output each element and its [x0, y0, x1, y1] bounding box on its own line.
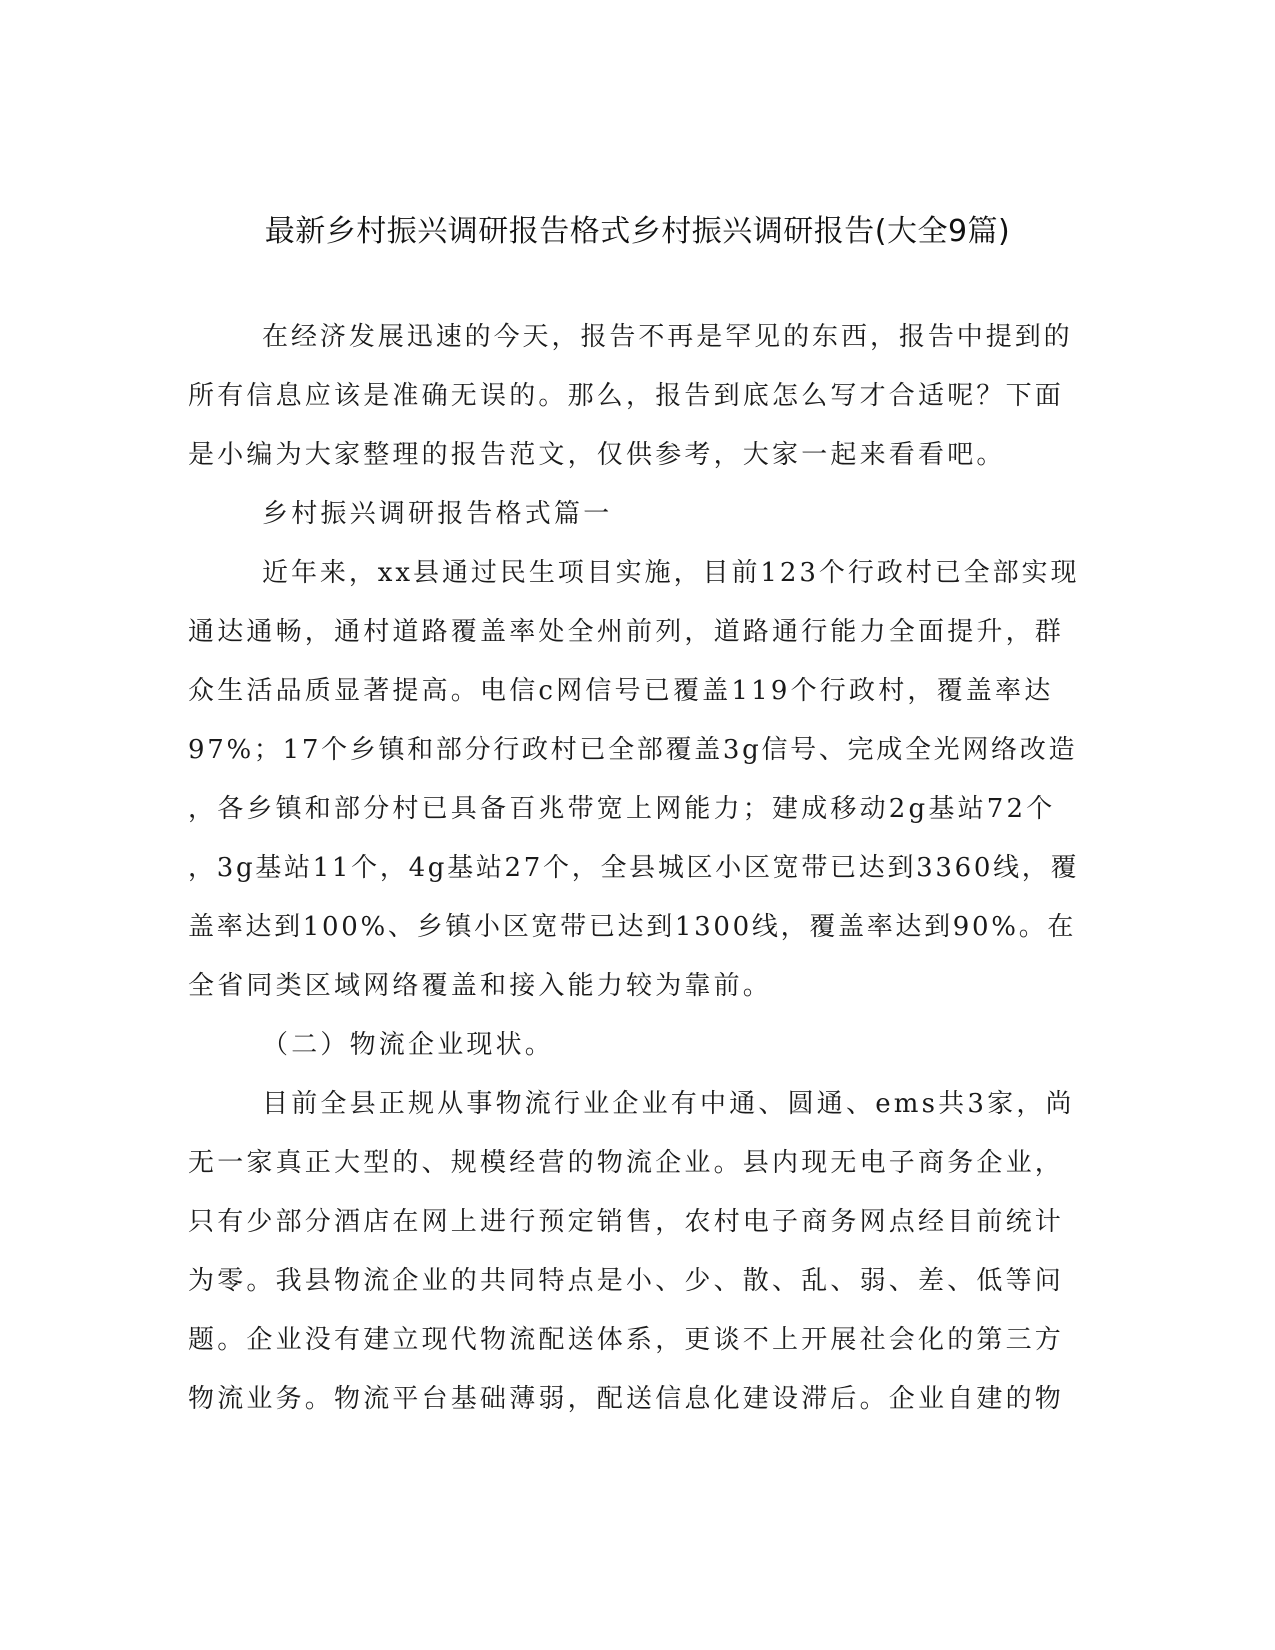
text-line: 全省同类区域网络覆盖和接入能力较为靠前。: [188, 971, 773, 1001]
text-line: 通达通畅，通村道路覆盖率处全州前列，道路通行能力全面提升，群: [188, 617, 1065, 647]
text-line: 在经济发展迅速的今天，报告不再是罕见的东西，报告中提到的: [262, 322, 1073, 352]
text-line: 众生活品质显著提高。电信c网信号已覆盖119个行政村，覆盖率达: [188, 676, 1054, 706]
text-line: ，各乡镇和部分村已具备百兆带宽上网能力；建成移动2g基站72个: [188, 794, 1056, 824]
subsection-heading: （二）物流企业现状。: [262, 1030, 555, 1060]
text-line: 97%；17个乡镇和部分行政村已全部覆盖3g信号、完成全光网络改造: [188, 735, 1078, 765]
text-line: 所有信息应该是准确无误的。那么，报告到底怎么写才合适呢？下面: [188, 381, 1065, 411]
text-line: 盖率达到100%、乡镇小区宽带已达到1300线，覆盖率达到90%。在: [188, 912, 1077, 942]
text-line: 目前全县正规从事物流行业企业有中通、圆通、ems共3家，尚: [262, 1089, 1075, 1119]
document-title: 最新乡村振兴调研报告格式乡村振兴调研报告(大全9篇): [264, 214, 1011, 249]
text-line: 无一家真正大型的、规模经营的物流企业。县内现无电子商务企业，: [188, 1148, 1065, 1178]
text-line: 物流业务。物流平台基础薄弱，配送信息化建设滞后。企业自建的物: [188, 1384, 1065, 1414]
text-line: 题。企业没有建立现代物流配送体系，更谈不上开展社会化的第三方: [188, 1325, 1065, 1355]
text-line: 只有少部分酒店在网上进行预定销售，农村电子商务网点经目前统计: [188, 1207, 1065, 1237]
text-line: 为零。我县物流企业的共同特点是小、少、散、乱、弱、差、低等问: [188, 1266, 1065, 1296]
text-line: ，3g基站11个，4g基站27个，全县城区小区宽带已达到3360线，覆: [188, 853, 1080, 883]
text-line: 是小编为大家整理的报告范文，仅供参考，大家一起来看看吧。: [188, 440, 1006, 470]
text-line: 近年来，xx县通过民生项目实施，目前123个行政村已全部实现: [262, 558, 1080, 588]
section-heading: 乡村振兴调研报告格式篇一: [262, 499, 613, 529]
